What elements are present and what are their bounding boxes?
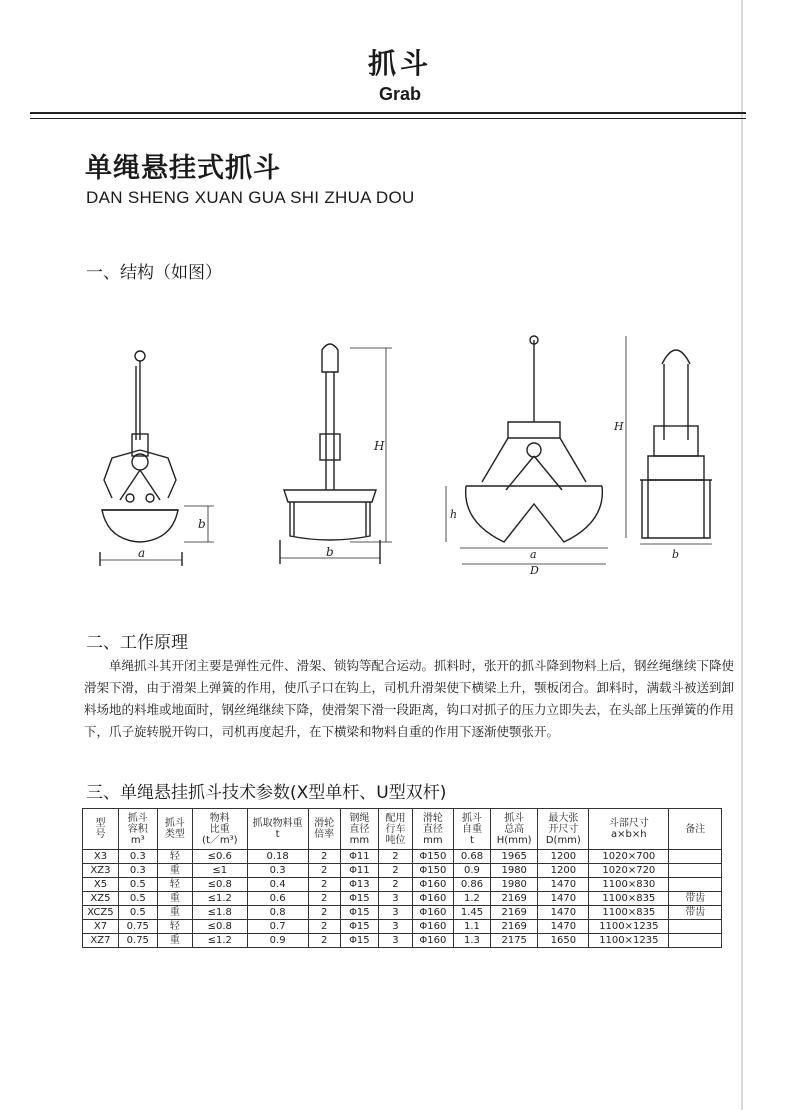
header-title-en: Grab <box>378 84 421 104</box>
table-cell: 0.8 <box>247 906 308 920</box>
table-cell: XCZ5 <box>83 906 119 920</box>
table-row <box>83 878 722 892</box>
fig3-dim-D: D <box>530 564 539 577</box>
table-cell: X5 <box>83 878 119 892</box>
table-cell: 0.5 <box>118 878 157 892</box>
table-row <box>83 934 722 948</box>
table-cell: 2 <box>308 920 340 934</box>
table-cell: ≤1.2 <box>193 892 248 906</box>
table-cell: 2 <box>308 934 340 948</box>
table-cell: Φ11 <box>340 850 379 864</box>
table-cell: Φ160 <box>412 878 453 892</box>
table-cell: 1980 <box>490 864 537 878</box>
table-cell: 0.3 <box>118 864 157 878</box>
table-cell: 1.2 <box>453 892 490 906</box>
table-cell: XZ7 <box>83 934 119 948</box>
table-cell: 1965 <box>490 850 537 864</box>
table-cell: 3 <box>379 934 413 948</box>
fig4-dim-H: H <box>614 420 624 433</box>
table-cell: Φ11 <box>340 864 379 878</box>
table-cell: 2 <box>379 864 413 878</box>
table-cell: 1.45 <box>453 906 490 920</box>
table-cell: 1100×835 <box>589 906 669 920</box>
spec-header-cell: 抓斗 类型 <box>157 809 192 850</box>
section-structure-heading: 一、结构（如图） <box>86 263 222 283</box>
table-row <box>83 920 722 934</box>
table-cell: 1470 <box>538 920 589 934</box>
table-cell: 1.3 <box>453 934 490 948</box>
table-cell: XZ3 <box>83 864 119 878</box>
spec-header-cell: 配用 行车 吨位 <box>379 809 413 850</box>
table-cell: 2 <box>308 850 340 864</box>
spec-header-cell: 抓斗 自重 t <box>453 809 490 850</box>
fig3-dim-h: h <box>450 508 458 521</box>
table-cell: Φ15 <box>340 920 379 934</box>
table-cell: 带齿 <box>669 892 722 906</box>
table-cell: 轻 <box>157 878 192 892</box>
table-cell: 1200 <box>538 864 589 878</box>
table-cell: 1650 <box>538 934 589 948</box>
table-cell: ≤1.8 <box>193 906 248 920</box>
table-cell <box>669 878 722 892</box>
table-cell: Φ160 <box>412 934 453 948</box>
figure-grab-open-front <box>446 336 608 564</box>
table-cell: 1470 <box>538 878 589 892</box>
product-title-cn: 单绳悬挂式抓斗 <box>85 153 281 184</box>
section-params-heading: 三、单绳悬挂抓斗技术参数(X型单杆、U型双杆) <box>86 783 447 803</box>
table-cell <box>669 864 722 878</box>
table-cell: 2 <box>308 864 340 878</box>
spec-header-cell: 抓取物料重 t <box>247 809 308 850</box>
table-row <box>83 850 722 864</box>
spec-header-cell: 型 号 <box>83 809 119 850</box>
table-cell: 0.75 <box>118 920 157 934</box>
table-cell: Φ160 <box>412 906 453 920</box>
table-row <box>83 892 722 906</box>
table-cell: 1.1 <box>453 920 490 934</box>
spec-header-cell: 最大张 开尺寸 D(mm) <box>538 809 589 850</box>
table-cell: 重 <box>157 864 192 878</box>
table-cell: ≤0.8 <box>193 878 248 892</box>
table-cell: Φ15 <box>340 934 379 948</box>
principle-paragraph <box>84 655 734 743</box>
page-edge-shadow <box>741 0 743 1110</box>
fig1-dim-b: b <box>198 517 206 531</box>
table-cell: 2175 <box>490 934 537 948</box>
fig2-dim-H: H <box>374 439 385 453</box>
table-cell: 0.6 <box>247 892 308 906</box>
header-rule-thick <box>30 112 746 114</box>
spec-header-cell: 备注 <box>669 809 722 850</box>
spec-header-cell: 斗部尺寸 a×b×h <box>589 809 669 850</box>
table-cell: 0.3 <box>247 864 308 878</box>
fig1-dim-a: a <box>138 546 146 560</box>
table-cell: 0.75 <box>118 934 157 948</box>
spec-header-cell: 抓斗 总高 H(mm) <box>490 809 537 850</box>
table-cell: 3 <box>379 920 413 934</box>
table-cell: 0.9 <box>453 864 490 878</box>
figure-double-rod-side <box>626 336 712 544</box>
table-cell: 2 <box>379 878 413 892</box>
header-rule-thin <box>30 118 746 119</box>
table-cell: Φ150 <box>412 850 453 864</box>
table-cell: 0.4 <box>247 878 308 892</box>
table-cell: 1100×835 <box>589 892 669 906</box>
table-cell: 1980 <box>490 878 537 892</box>
spec-table-body <box>83 850 722 948</box>
header-title-cn: 抓斗 <box>367 47 432 80</box>
table-cell: ≤1 <box>193 864 248 878</box>
table-cell: XZ5 <box>83 892 119 906</box>
table-cell: 0.86 <box>453 878 490 892</box>
table-cell: 2169 <box>490 906 537 920</box>
table-cell: 1200 <box>538 850 589 864</box>
table-cell: 0.68 <box>453 850 490 864</box>
table-cell: 重 <box>157 892 192 906</box>
table-row <box>83 906 722 920</box>
table-cell: Φ150 <box>412 864 453 878</box>
spec-header-cell: 物料 比重 (t／m³) <box>193 809 248 850</box>
spec-header-cell: 滑轮 倍率 <box>308 809 340 850</box>
table-cell: 2169 <box>490 892 537 906</box>
table-cell: 2 <box>379 850 413 864</box>
table-cell: X3 <box>83 850 119 864</box>
table-cell: Φ15 <box>340 892 379 906</box>
table-cell <box>669 920 722 934</box>
table-cell: 1020×720 <box>589 864 669 878</box>
table-cell: 0.5 <box>118 892 157 906</box>
table-cell: Φ13 <box>340 878 379 892</box>
grab-structure-diagram <box>90 330 730 600</box>
section-principle-heading: 二、工作原理 <box>86 633 188 653</box>
table-cell: 带齿 <box>669 906 722 920</box>
table-row <box>83 864 722 878</box>
table-cell: X7 <box>83 920 119 934</box>
table-cell: 0.5 <box>118 906 157 920</box>
table-cell: 1100×1235 <box>589 934 669 948</box>
spec-header-cell: 抓斗 容积 m³ <box>118 809 157 850</box>
table-cell: 0.9 <box>247 934 308 948</box>
table-cell: 2 <box>308 878 340 892</box>
table-cell: 1470 <box>538 906 589 920</box>
table-cell: 重 <box>157 906 192 920</box>
fig2-dim-b: b <box>326 545 334 559</box>
table-cell: 轻 <box>157 850 192 864</box>
spec-table-header-row <box>83 809 722 850</box>
fig4-dim-b: b <box>672 548 680 561</box>
table-cell: 0.7 <box>247 920 308 934</box>
table-cell: 1020×700 <box>589 850 669 864</box>
table-cell: 轻 <box>157 920 192 934</box>
spec-header-cell: 滑轮 直径 mm <box>412 809 453 850</box>
figure-single-rod-side <box>280 344 392 564</box>
table-cell: ≤0.8 <box>193 920 248 934</box>
table-cell: 1470 <box>538 892 589 906</box>
table-cell: Φ160 <box>412 920 453 934</box>
table-cell <box>669 934 722 948</box>
product-title-en: DAN SHENG XUAN GUA SHI ZHUA DOU <box>86 188 415 207</box>
table-cell: 1100×1235 <box>589 920 669 934</box>
principle-text: 单绳抓斗其开闭主要是弹性元件、滑架、锁钩等配合运动。抓料时，张开的抓斗降到物料上后，钢丝绳继续下降使滑架下滑，由于滑架上弹簧的作用，使爪子口在钩上，司机升滑架使下横梁上升，颚板闭合。卸料时，满载斗被送到卸料场地的料堆或地面时，钢丝绳继续下降，使滑架下滑一段距离，钩口对抓子的压力立即失去，在头部上压弹簧的作用下，爪子旋转脱开钩口，司机再度起升，在下横梁和物料自重的作用下逐渐使颚张开。 <box>84 658 735 739</box>
table-cell: ≤1.2 <box>193 934 248 948</box>
table-cell: 重 <box>157 934 192 948</box>
table-cell <box>669 850 722 864</box>
spec-table <box>82 808 722 948</box>
figure-single-rod-front <box>100 351 214 566</box>
table-cell: Φ15 <box>340 906 379 920</box>
spec-header-cell: 钢绳 直径 mm <box>340 809 379 850</box>
table-cell: 3 <box>379 906 413 920</box>
table-cell: 2169 <box>490 920 537 934</box>
table-cell: 0.3 <box>118 850 157 864</box>
table-cell: 1100×830 <box>589 878 669 892</box>
fig3-dim-a: a <box>530 548 537 561</box>
table-cell: 2 <box>308 906 340 920</box>
table-cell: ≤0.6 <box>193 850 248 864</box>
table-cell: 0.18 <box>247 850 308 864</box>
table-cell: 3 <box>379 892 413 906</box>
table-cell: Φ160 <box>412 892 453 906</box>
table-cell: 2 <box>308 892 340 906</box>
